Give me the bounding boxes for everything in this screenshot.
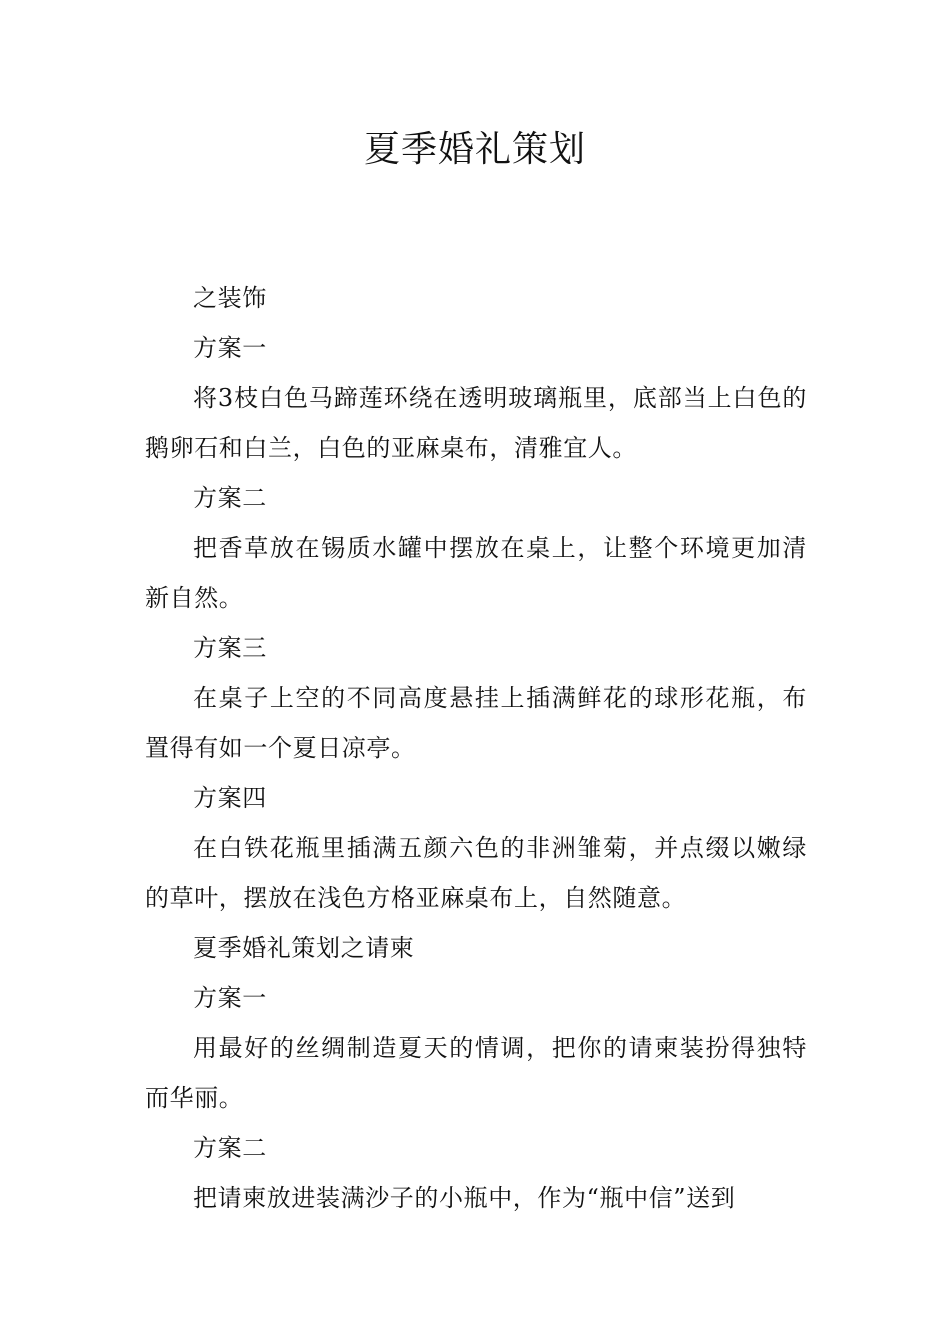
paragraph-plan-1-text: 将3枝白色马蹄莲环绕在透明玻璃瓶里，底部当上白色的鹅卵石和白兰，白色的亚麻桌布，清雅宜人。 <box>145 384 807 462</box>
paragraph-invitation-heading: 夏季婚礼策划之请柬 <box>193 934 415 962</box>
paragraph-plan-4-heading: 方案四 <box>193 784 267 812</box>
paragraph-invitation-plan-1-heading: 方案一 <box>193 984 267 1012</box>
paragraph-invitation-plan-1-text: 用最好的丝绸制造夏天的情调，把你的请柬装扮得独特而华丽。 <box>145 1034 807 1112</box>
document-title: 夏季婚礼策划 <box>363 129 586 170</box>
paragraph-plan-3-heading: 方案三 <box>193 634 267 662</box>
paragraph-plan-4-text: 在白铁花瓶里插满五颜六色的非洲雏菊，并点缀以嫩绿的草叶，摆放在浅色方格亚麻桌布上，自然随意。 <box>145 834 807 912</box>
paragraph-decoration-heading: 之装饰 <box>193 284 267 312</box>
paragraph-invitation-plan-2-heading: 方案二 <box>193 1134 267 1162</box>
paragraph-invitation-plan-2-text: 把请柬放进装满沙子的小瓶中，作为“瓶中信”送到 <box>193 1184 736 1212</box>
paragraph-plan-2-text: 把香草放在锡质水罐中摆放在桌上，让整个环境更加清新自然。 <box>145 534 807 612</box>
paragraph-plan-2-heading: 方案二 <box>193 484 267 512</box>
document-body <box>145 273 807 1223</box>
paragraph-plan-3-text: 在桌子上空的不同高度悬挂上插满鲜花的球形花瓶，布置得有如一个夏日凉亭。 <box>145 684 807 762</box>
paragraph-plan-1-heading: 方案一 <box>193 334 267 362</box>
